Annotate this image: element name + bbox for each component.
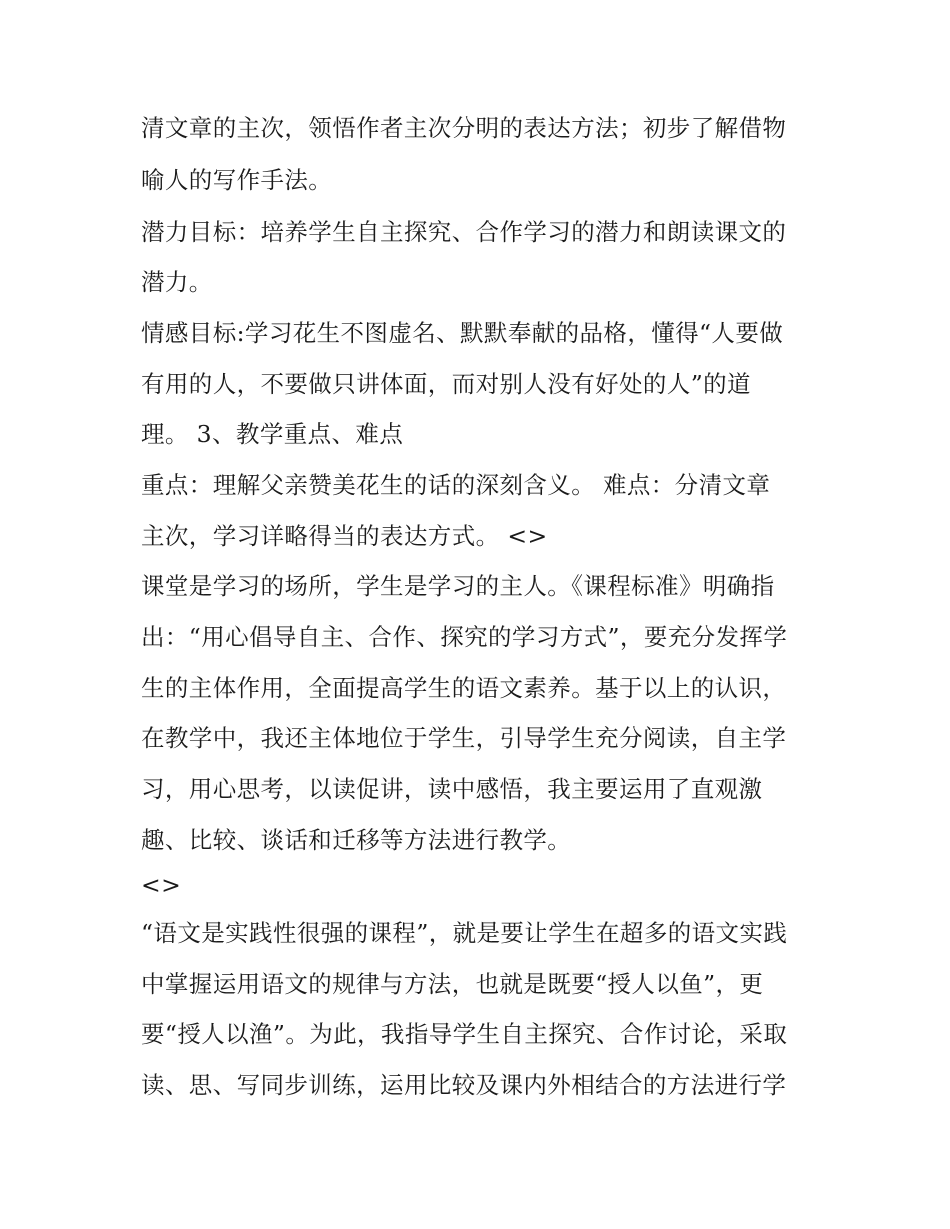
text-line: 清文章的主次，领悟作者主次分明的表达方法；初步了解借物 [141,114,787,142]
text-line: 潜力目标：培养学生自主探究、合作学习的潜力和朗读课文的 [141,218,787,246]
text-line: 主次，学习详略得当的表达方式。 <> [141,522,548,550]
text-line: 喻人的写作手法。 [141,166,333,194]
text-line: 理。 3、教学重点、难点 [141,420,404,448]
text-line: 出：“用心倡导自主、合作、探究的学习方式”，要充分发挥学 [141,623,788,651]
text-line: 习，用心思考，以读促讲，读中感悟，我主要运用了直观激 [141,775,763,803]
text-line: “语文是实践性很强的课程”，就是要让学生在超多的语文实践 [141,919,788,947]
text-line: 重点：理解父亲赞美花生的话的深刻含义。 难点：分清文章 [141,471,771,499]
text-line: 趣、比较、谈话和迁移等方法进行教学。 [141,826,572,854]
text-line: 中掌握运用语文的规律与方法，也就是既要“授人以鱼”，更 [141,970,764,998]
text-line: 潜力。 [141,268,213,296]
text-line: 在教学中，我还主体地位于学生，引导学生充分阅读，自主学 [141,724,787,752]
text-line: 要“授人以渔”。为此，我指导学生自主探究、合作讨论，采取 [141,1020,788,1048]
text-line: 情感目标:学习花生不图虚名、默默奉献的品格，懂得“人要做 [141,319,784,347]
text-line: <> [141,871,182,899]
text-line: 有用的人，不要做只讲体面，而对别人没有好处的人”的道 [141,370,751,398]
text-line: 读、思、写同步训练，运用比较及课内外相结合的方法进行学 [141,1071,787,1099]
text-line: 生的主体作用，全面提高学生的语文素养。基于以上的认识， [141,674,787,702]
text-line: 课堂是学习的场所，学生是学习的主人。《课程标准》明确指 [141,572,775,600]
